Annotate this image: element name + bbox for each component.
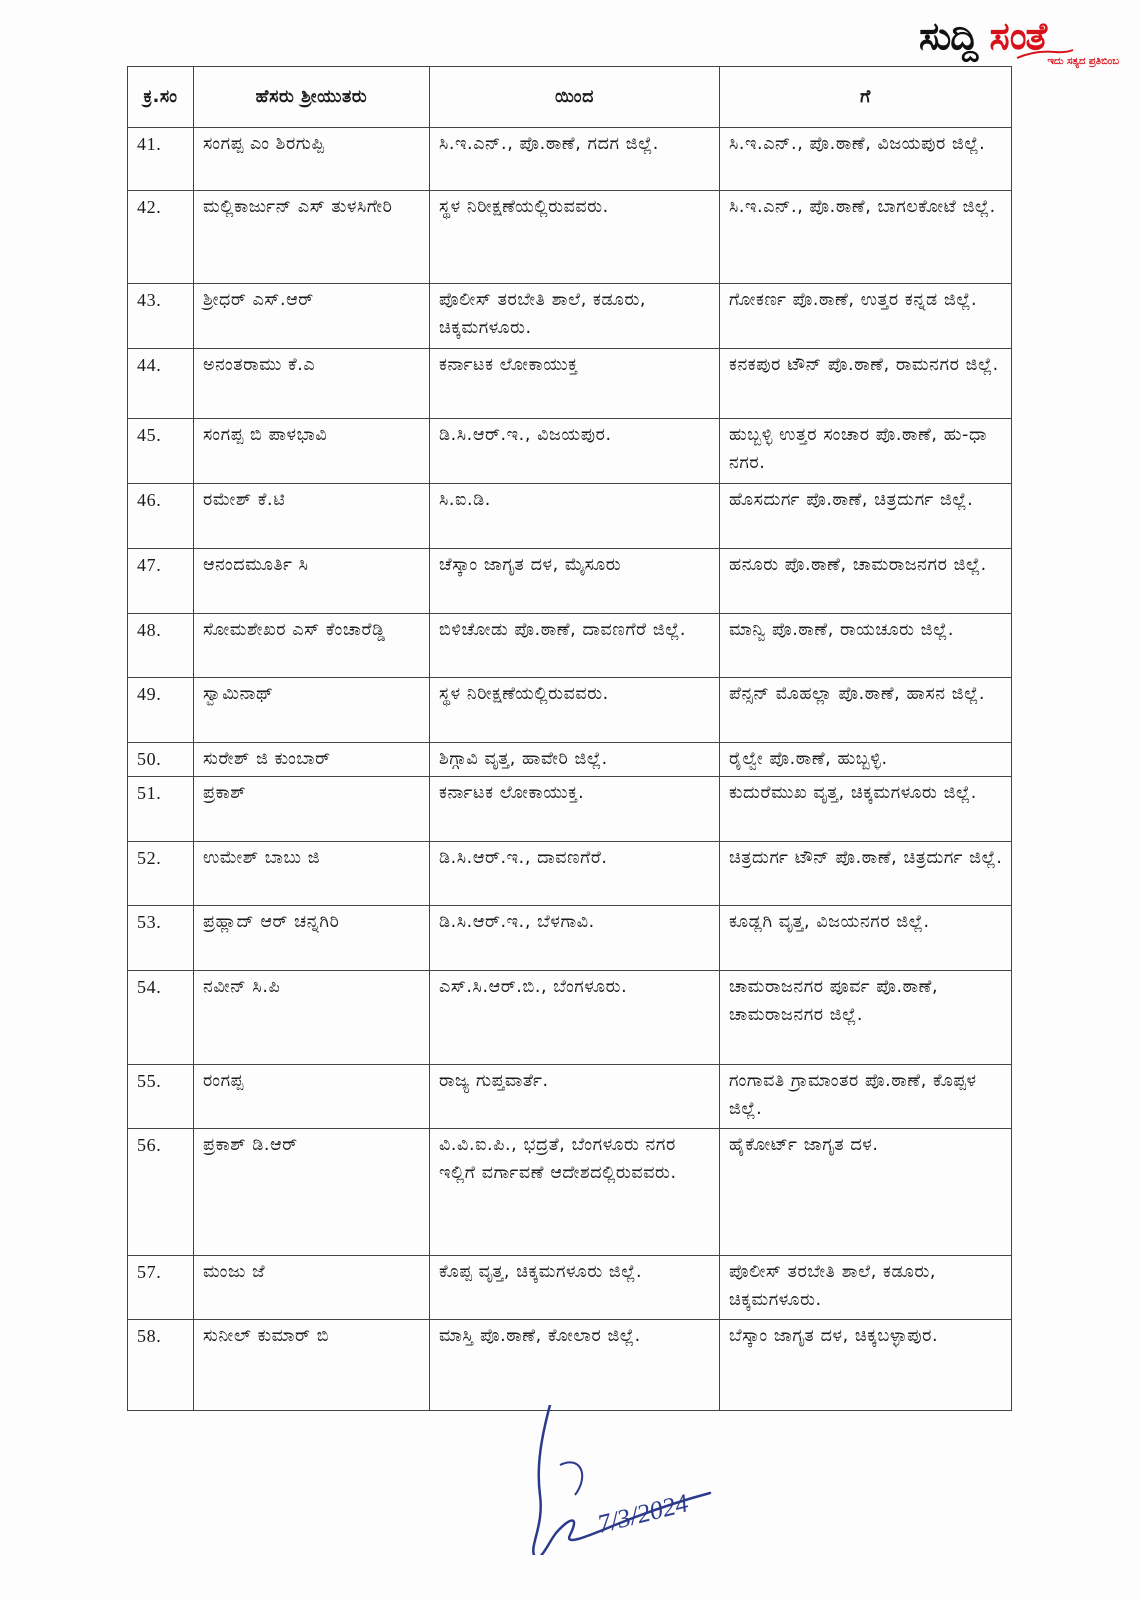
cell-from: ಡಿ.ಸಿ.ಆರ್.ಇ., ಬೆಳಗಾವಿ. <box>430 906 720 971</box>
signature-date: 7/3/2024 <box>594 1488 692 1539</box>
header-from: ಯಿಂದ <box>430 67 720 128</box>
cell-sl-no: 55. <box>128 1065 194 1129</box>
cell-to: ಹುಬ್ಬಳ್ಳಿ ಉತ್ತರ ಸಂಚಾರ ಪೊ.ಠಾಣೆ, ಹು-ಧಾ ನಗರ. <box>720 419 1012 484</box>
logo-word-1: ಸುದ್ದಿ <box>919 14 978 58</box>
logo-tagline: ಇದು ಸತ್ಯದ ಪ್ರತಿಬಿಂಬ <box>1047 56 1119 67</box>
cell-to: ಮಾನ್ವಿ ಪೊ.ಠಾಣೆ, ರಾಯಚೂರು ಜಿಲ್ಲೆ. <box>720 614 1012 678</box>
cell-to: ಹೈಕೋರ್ಟ್ ಜಾಗೃತ ದಳ. <box>720 1129 1012 1256</box>
header-sl-no: ಕ್ರ.ಸಂ <box>128 67 194 128</box>
cell-sl-no: 52. <box>128 842 194 906</box>
cell-from: ರಾಜ್ಯ ಗುಪ್ತವಾರ್ತೆ. <box>430 1065 720 1129</box>
cell-name: ಸಂಗಪ್ಪ ಬಿ ಪಾಳಭಾವಿ <box>194 419 430 484</box>
cell-from: ಕೊಪ್ಪ ವೃತ್ತ, ಚಿಕ್ಕಮಗಳೂರು ಜಿಲ್ಲೆ. <box>430 1256 720 1320</box>
cell-sl-no: 41. <box>128 128 194 191</box>
cell-from: ಸಿ.ಐ.ಡಿ. <box>430 484 720 549</box>
cell-to: ಪೆನ್ಸನ್ ಮೊಹಲ್ಲಾ ಪೊ.ಠಾಣೆ, ಹಾಸನ ಜಿಲ್ಲೆ. <box>720 678 1012 743</box>
logo-word-2: ಸಂತೆ <box>989 14 1047 58</box>
cell-sl-no: 58. <box>128 1320 194 1411</box>
cell-name: ನವೀನ್ ಸಿ.ಪಿ <box>194 971 430 1065</box>
table-row <box>128 971 1012 1065</box>
cell-to: ಚಾಮರಾಜನಗರ ಪೂರ್ವ ಪೊ.ಠಾಣೆ, ಚಾಮರಾಜನಗರ ಜಿಲ್ಲೆ. <box>720 971 1012 1065</box>
header-name: ಹೆಸರು ಶ್ರೀಯುತರು <box>194 67 430 128</box>
cell-name: ಸಂಗಪ್ಪ ಎಂ ಶಿರಗುಪ್ಪಿ <box>194 128 430 191</box>
cell-from: ಪೊಲೀಸ್ ತರಬೇತಿ ಶಾಲೆ, ಕಡೂರು, ಚಿಕ್ಕಮಗಳೂರು. <box>430 284 720 349</box>
cell-from: ಬಿಳಿಚೋಡು ಪೊ.ಠಾಣೆ, ದಾವಣಗೆರೆ ಜಿಲ್ಲೆ. <box>430 614 720 678</box>
table-row <box>128 614 1012 678</box>
cell-sl-no: 45. <box>128 419 194 484</box>
transfer-table <box>127 66 1012 1411</box>
table-row <box>128 906 1012 971</box>
table-header-row <box>128 67 1012 128</box>
cell-sl-no: 46. <box>128 484 194 549</box>
table-row <box>128 191 1012 284</box>
cell-sl-no: 51. <box>128 777 194 842</box>
cell-name: ಶ್ರೀಧರ್ ಎಸ್.ಆರ್ <box>194 284 430 349</box>
cell-sl-no: 57. <box>128 1256 194 1320</box>
cell-name: ಮಂಜು ಜೆ <box>194 1256 430 1320</box>
table-row <box>128 1256 1012 1320</box>
table-row <box>128 743 1012 777</box>
cell-name: ಸುರೇಶ್ ಜಿ ಕುಂಬಾರ್ <box>194 743 430 777</box>
cell-name: ಪ್ರಕಾಶ್ ಡಿ.ಆರ್ <box>194 1129 430 1256</box>
cell-to: ಗಂಗಾವತಿ ಗ್ರಾಮಾಂತರ ಪೊ.ಠಾಣೆ, ಕೊಪ್ಪಳ ಜಿಲ್ಲೆ. <box>720 1065 1012 1129</box>
header-to: ಗೆ <box>720 67 1012 128</box>
cell-name: ಆನಂದಮೂರ್ತಿ ಸಿ <box>194 549 430 614</box>
cell-sl-no: 44. <box>128 349 194 419</box>
cell-to: ಸಿ.ಇ.ಎನ್., ಪೊ.ಠಾಣೆ, ವಿಜಯಪುರ ಜಿಲ್ಲೆ. <box>720 128 1012 191</box>
cell-from: ಡಿ.ಸಿ.ಆರ್.ಇ., ವಿಜಯಪುರ. <box>430 419 720 484</box>
cell-to: ಕುದುರೆಮುಖ ವೃತ್ತ, ಚಿಕ್ಕಮಗಳೂರು ಜಿಲ್ಲೆ. <box>720 777 1012 842</box>
cell-from: ಶಿಗ್ಗಾವಿ ವೃತ್ತ, ಹಾವೇರಿ ಜಿಲ್ಲೆ. <box>430 743 720 777</box>
cell-from: ಸ್ಥಳ ನಿರೀಕ್ಷಣೆಯಲ್ಲಿರುವವರು. <box>430 191 720 284</box>
table-row <box>128 549 1012 614</box>
cell-from: ಚೆಸ್ಕಾಂ ಜಾಗೃತ ದಳ, ಮೈಸೂರು <box>430 549 720 614</box>
cell-from: ಕರ್ನಾಟಕ ಲೋಕಾಯುಕ್ತ. <box>430 777 720 842</box>
cell-name: ರಂಗಪ್ಪ <box>194 1065 430 1129</box>
cell-name: ಮಲ್ಲಿಕಾರ್ಜುನ್ ಎಸ್ ತುಳಸಿಗೇರಿ <box>194 191 430 284</box>
table-row <box>128 349 1012 419</box>
cell-from: ಸಿ.ಇ.ಎನ್., ಪೊ.ಠಾಣೆ, ಗದಗ ಜಿಲ್ಲೆ. <box>430 128 720 191</box>
table-row <box>128 419 1012 484</box>
table-row <box>128 1320 1012 1411</box>
cell-to: ಕೂಡ್ಲಗಿ ವೃತ್ತ, ವಿಜಯನಗರ ಜಿಲ್ಲೆ. <box>720 906 1012 971</box>
cell-to: ಚಿತ್ರದುರ್ಗ ಟೌನ್ ಪೊ.ಠಾಣೆ, ಚಿತ್ರದುರ್ಗ ಜಿಲ್ಲೆ. <box>720 842 1012 906</box>
cell-to: ರೈಲ್ವೇ ಪೊ.ಠಾಣೆ, ಹುಬ್ಬಳ್ಳಿ. <box>720 743 1012 777</box>
cell-sl-no: 48. <box>128 614 194 678</box>
cell-sl-no: 47. <box>128 549 194 614</box>
table-row <box>128 842 1012 906</box>
table-row <box>128 777 1012 842</box>
cell-name: ಪ್ರಕಾಶ್ <box>194 777 430 842</box>
cell-to: ಗೋಕರ್ಣ ಪೊ.ಠಾಣೆ, ಉತ್ತರ ಕನ್ನಡ ಜಿಲ್ಲೆ. <box>720 284 1012 349</box>
cell-name: ಅನಂತರಾಮು ಕೆ.ಎ <box>194 349 430 419</box>
cell-from: ಮಾಸ್ತಿ ಪೊ.ಠಾಣೆ, ಕೋಲಾರ ಜಿಲ್ಲೆ. <box>430 1320 720 1411</box>
table-body <box>128 128 1012 1411</box>
cell-to: ಸಿ.ಇ.ಎನ್., ಪೊ.ಠಾಣೆ, ಬಾಗಲಕೋಟೆ ಜಿಲ್ಲೆ. <box>720 191 1012 284</box>
cell-from: ಡಿ.ಸಿ.ಆರ್.ಇ., ದಾವಣಗೆರೆ. <box>430 842 720 906</box>
signature <box>520 1405 720 1555</box>
cell-name: ಸುನೀಲ್ ಕುಮಾರ್ ಬಿ <box>194 1320 430 1411</box>
cell-sl-no: 53. <box>128 906 194 971</box>
table-row <box>128 1129 1012 1256</box>
cell-to: ಹನೂರು ಪೊ.ಠಾಣೆ, ಚಾಮರಾಜನಗರ ಜಿಲ್ಲೆ. <box>720 549 1012 614</box>
cell-name: ಪ್ರಹ್ಲಾದ್ ಆರ್ ಚನ್ನಗಿರಿ <box>194 906 430 971</box>
cell-to: ಕನಕಪುರ ಟೌನ್ ಪೊ.ಠಾಣೆ, ರಾಮನಗರ ಜಿಲ್ಲೆ. <box>720 349 1012 419</box>
cell-sl-no: 43. <box>128 284 194 349</box>
cell-name: ಸೋಮಶೇಖರ ಎಸ್ ಕೆಂಚಾರೆಡ್ಡಿ <box>194 614 430 678</box>
cell-name: ಉಮೇಶ್ ಬಾಬು ಜಿ <box>194 842 430 906</box>
cell-to: ಪೊಲೀಸ್ ತರಬೇತಿ ಶಾಲೆ, ಕಡೂರು, ಚಿಕ್ಕಮಗಳೂರು. <box>720 1256 1012 1320</box>
cell-sl-no: 49. <box>128 678 194 743</box>
cell-name: ರಮೇಶ್ ಕೆ.ಟಿ <box>194 484 430 549</box>
table-row <box>128 484 1012 549</box>
cell-sl-no: 54. <box>128 971 194 1065</box>
cell-from: ಕರ್ನಾಟಕ ಲೋಕಾಯುಕ್ತ <box>430 349 720 419</box>
cell-to: ಬೆಸ್ಕಾಂ ಜಾಗೃತ ದಳ, ಚಿಕ್ಕಬಳ್ಳಾಪುರ. <box>720 1320 1012 1411</box>
cell-from: ವಿ.ವಿ.ಐ.ಪಿ., ಭದ್ರತೆ, ಬೆಂಗಳೂರು ನಗರ ಇಲ್ಲಿಗೆ ವರ್ಗಾವಣೆ ಆದೇಶದಲ್ಲಿರುವವರು. <box>430 1129 720 1256</box>
cell-from: ಎಸ್.ಸಿ.ಆರ್.ಬಿ., ಬೆಂಗಳೂರು. <box>430 971 720 1065</box>
cell-from: ಸ್ಥಳ ನಿರೀಕ್ಷಣೆಯಲ್ಲಿರುವವರು. <box>430 678 720 743</box>
cell-to: ಹೊಸದುರ್ಗ ಪೊ.ಠಾಣೆ, ಚಿತ್ರದುರ್ಗ ಜಿಲ್ಲೆ. <box>720 484 1012 549</box>
table-row <box>128 284 1012 349</box>
table-row <box>128 128 1012 191</box>
cell-sl-no: 50. <box>128 743 194 777</box>
cell-sl-no: 56. <box>128 1129 194 1256</box>
cell-sl-no: 42. <box>128 191 194 284</box>
table-row <box>128 1065 1012 1129</box>
brand-logo <box>919 12 1119 68</box>
cell-name: ಸ್ವಾಮಿನಾಥ್ <box>194 678 430 743</box>
table-row <box>128 678 1012 743</box>
